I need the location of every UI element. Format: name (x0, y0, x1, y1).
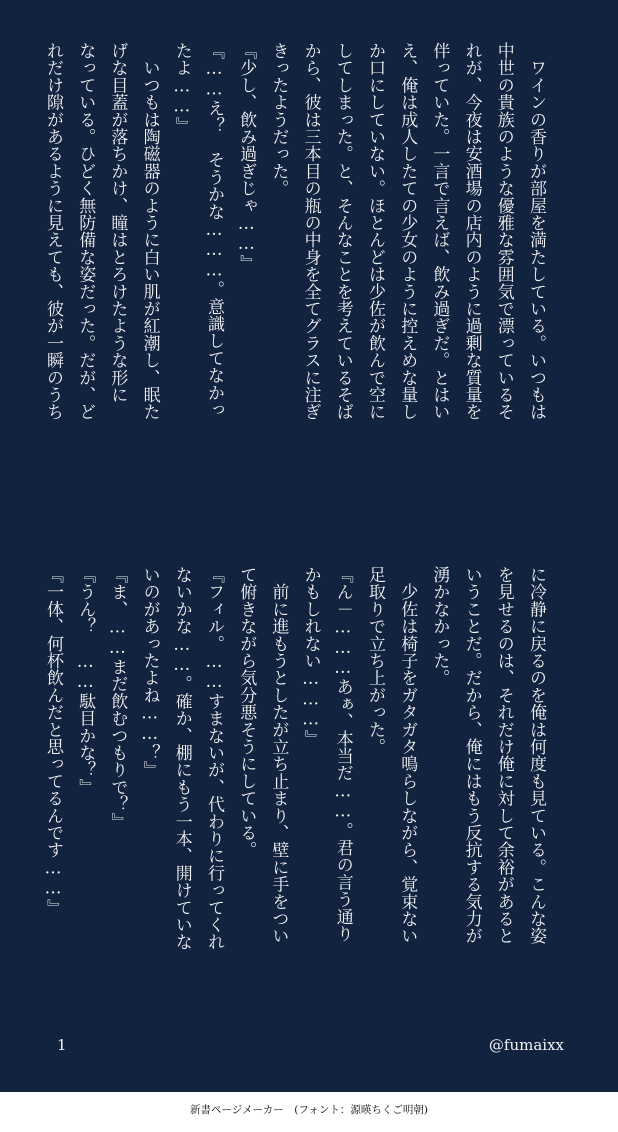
text-line: え、俺は成人したての少女のように控えめな量し (397, 42, 418, 421)
text-line: 前に進もうとしたが立ち止まり、壁に手をつい (268, 566, 289, 945)
text-line: 少佐は椅子をガタガタ鳴らしながら、覚束ない (397, 566, 418, 945)
text-line: 『ん－………あぁ、本当だ……。君の言う通り (332, 566, 353, 943)
text-line: から、彼は三本目の瓶の中身を全てグラスに注ぎ (300, 42, 321, 421)
text-line: ワインの香りが部屋を満たしている。いつもは (526, 42, 546, 421)
author-handle: @fumaixx (488, 1036, 564, 1054)
text-line: 『うん？ ……駄目かな？』 (75, 566, 96, 796)
text-line: か口にしていない。ほとんどは少佐が飲んで空に (365, 42, 385, 421)
text-line: れが、今夜は安酒場の店内のように過剰な質量を (461, 42, 482, 421)
text-line: 伴っていた。一言で言えば、飲み過ぎだ。とはい (429, 42, 450, 421)
text-line: きったようだった。 (268, 42, 289, 197)
page-number: 1 (57, 1036, 67, 1054)
text-line: 『少し、飲み過ぎじゃ……』 (236, 42, 257, 272)
text-line: げな目蓋が落ちかけ、瞳はとろけたような形に (107, 42, 128, 404)
text-line: かもしれない………』 (300, 566, 321, 747)
text-line: いつもは陶磁器のように白い肌が紅潮し、眠た (139, 42, 160, 421)
text-line: いのがあったよね……？』 (139, 566, 160, 779)
text-line: なっている。ひどく無防備な姿だった。だが、ど (75, 42, 96, 421)
text-line: 足取りで立ち上がった。 (365, 566, 385, 756)
text-line: ないかな……。確か、棚にもう一本、開けていな (171, 566, 192, 951)
text-line: 『フィル。……すまないが、代わりに行ってくれ (204, 566, 224, 951)
text-line: 湧かなかった。 (429, 566, 450, 687)
text-line: れだけ隙があるように見えても、彼が一瞬のうち (43, 42, 63, 421)
text-line: を見せるのは、それだけ俺に対して余裕があると (493, 566, 514, 945)
text-line: いうことだ。だから、俺にはもう反抗する気力が (461, 566, 482, 945)
text-line: 『……え？ そうかな………。意識してなかっ (204, 42, 224, 419)
text-line: 『一体、何杯飲んだと思ってるんです……』 (43, 566, 63, 916)
text-line: 中世の貴族のような優雅な雰囲気で漂っているそ (493, 42, 514, 421)
text-line: に冷静に戻るのを俺は何度も見ている。こんな姿 (526, 566, 546, 945)
font-caption: 新書ページメーカー (フォント：源暎ちくご明朝) (190, 1104, 428, 1116)
text-line: してしまった。と、そんなことを考えているそば (332, 42, 353, 421)
text-line: たよ……』 (171, 42, 192, 134)
text-line: 『ま、……まだ飲むつもりで？』 (107, 566, 128, 830)
text-line: て俯きながら気分悪そうにしている。 (236, 566, 257, 859)
